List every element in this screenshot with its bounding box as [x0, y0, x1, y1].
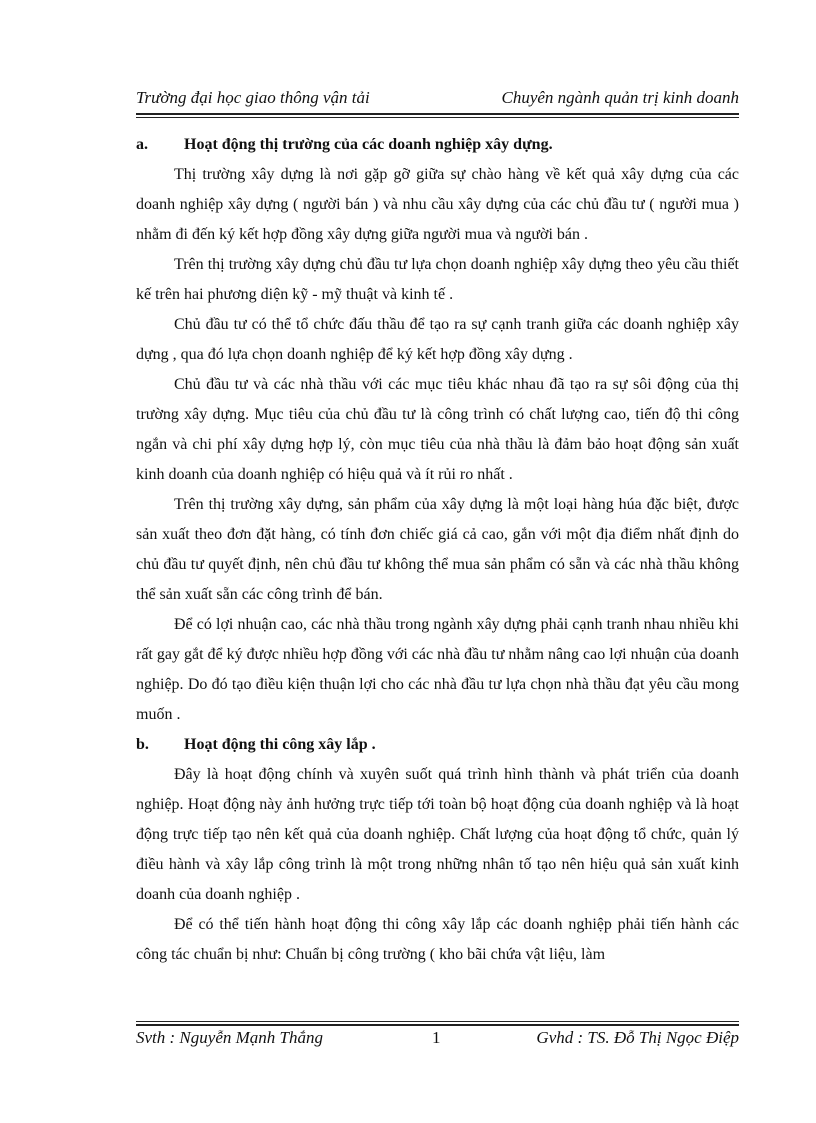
header-school: Trường đại học giao thông vận tải: [136, 88, 370, 107]
footer-student: Svth : Nguyễn Mạnh Thắng: [136, 1028, 323, 1047]
section-heading-b: [136, 730, 739, 760]
paragraph: Trên thị trường xây dựng chủ đầu tư lựa chọn doanh nghiệp xây dựng theo yêu cầu thiết kế trên hai phương diện kỹ - mỹ thuật và kinh tế .: [136, 256, 739, 303]
document-body: [136, 130, 739, 970]
paragraph: Đây là hoạt động chính và xuyên suốt quá trình hình thành và phát triển của doanh nghiệp. Hoạt động này ảnh hưởng trực tiếp tới toàn bộ hoạt động của doanh nghiệp và là hoạt động trực tiếp tạo nên kết quả của doanh nghiệp. Chất lượng của hoạt động tổ chức, quản lý điều hành và xây lắp công trình là một trong những nhân tố tạo nên hiệu quả sản xuất kinh doanh của doanh nghiệp .: [136, 766, 739, 903]
footer-divider-thin: [136, 1021, 739, 1022]
paragraph: Thị trường xây dựng là nơi gặp gỡ giữa sự chào hàng về kết quả xây dựng của các doanh nghiệp xây dựng ( người bán ) và nhu cầu xây dựng của các chủ đầu tư ( người mua ) nhằm đi đến ký kết hợp đồng xây dựng giữa người mua và người bán .: [136, 166, 739, 243]
page-header: [136, 88, 739, 114]
page-number: 1: [432, 1028, 441, 1047]
page-footer: [136, 1028, 739, 1052]
footer-divider: [136, 1024, 739, 1026]
section-label: a.: [136, 136, 148, 153]
header-divider-thin: [136, 117, 739, 118]
paragraph: Chủ đầu tư và các nhà thầu với các mục tiêu khác nhau đã tạo ra sự sôi động của thị trường xây dựng. Mục tiêu của chủ đầu tư là công trình có chất lượng cao, tiến độ thi công ngắn và chi phí xây dựng hợp lý, còn mục tiêu của nhà thầu là đảm bảo hoạt động sản xuất kinh doanh của doanh nghiệp có hiệu quả và ít rủi ro nhất .: [136, 376, 739, 483]
paragraph: Trên thị trường xây dựng, sản phẩm của xây dựng là một loại hàng húa đặc biệt, được sản xuất theo đơn đặt hàng, có tính đơn chiếc giá cả cao, gắn với một địa điểm nhất định do chủ đầu tư quyết định, nên chủ đầu tư không thể mua sản phẩm có sẵn và các nhà thầu không thể sản xuất sẵn các công trình để bán.: [136, 496, 739, 603]
section-title: Hoạt động thị trường của các doanh nghiệp xây dựng.: [184, 136, 553, 153]
paragraph: Để có thể tiến hành hoạt động thi công xây lắp các doanh nghiệp phải tiến hành các công tác chuẩn bị như: Chuẩn bị công trường ( kho bãi chứa vật liệu, làm: [136, 916, 739, 963]
footer-advisor: Gvhd : TS. Đỗ Thị Ngọc Điệp: [536, 1028, 739, 1047]
section-heading-a: [136, 130, 739, 160]
paragraph: Để có lợi nhuận cao, các nhà thầu trong ngành xây dựng phải cạnh tranh nhau nhiều khi rất gay gắt để ký được nhiều hợp đồng với các nhà đầu tư nhằm nâng cao lợi nhuận của doanh nghiệp. Do đó tạo điều kiện thuận lợi cho các nhà đầu tư lựa chọn nhà thầu đạt yêu cầu mong muốn .: [136, 616, 740, 723]
section-title: Hoạt động thi công xây lắp .: [184, 736, 376, 753]
header-major: Chuyên ngành quản trị kinh doanh: [501, 88, 739, 107]
paragraph: Chủ đầu tư có thể tổ chức đấu thầu để tạo ra sự cạnh tranh giữa các doanh nghiệp xây dựng , qua đó lựa chọn doanh nghiệp để ký kết hợp đồng xây dựng .: [136, 316, 739, 363]
header-divider: [136, 113, 739, 115]
section-label: b.: [136, 736, 149, 753]
